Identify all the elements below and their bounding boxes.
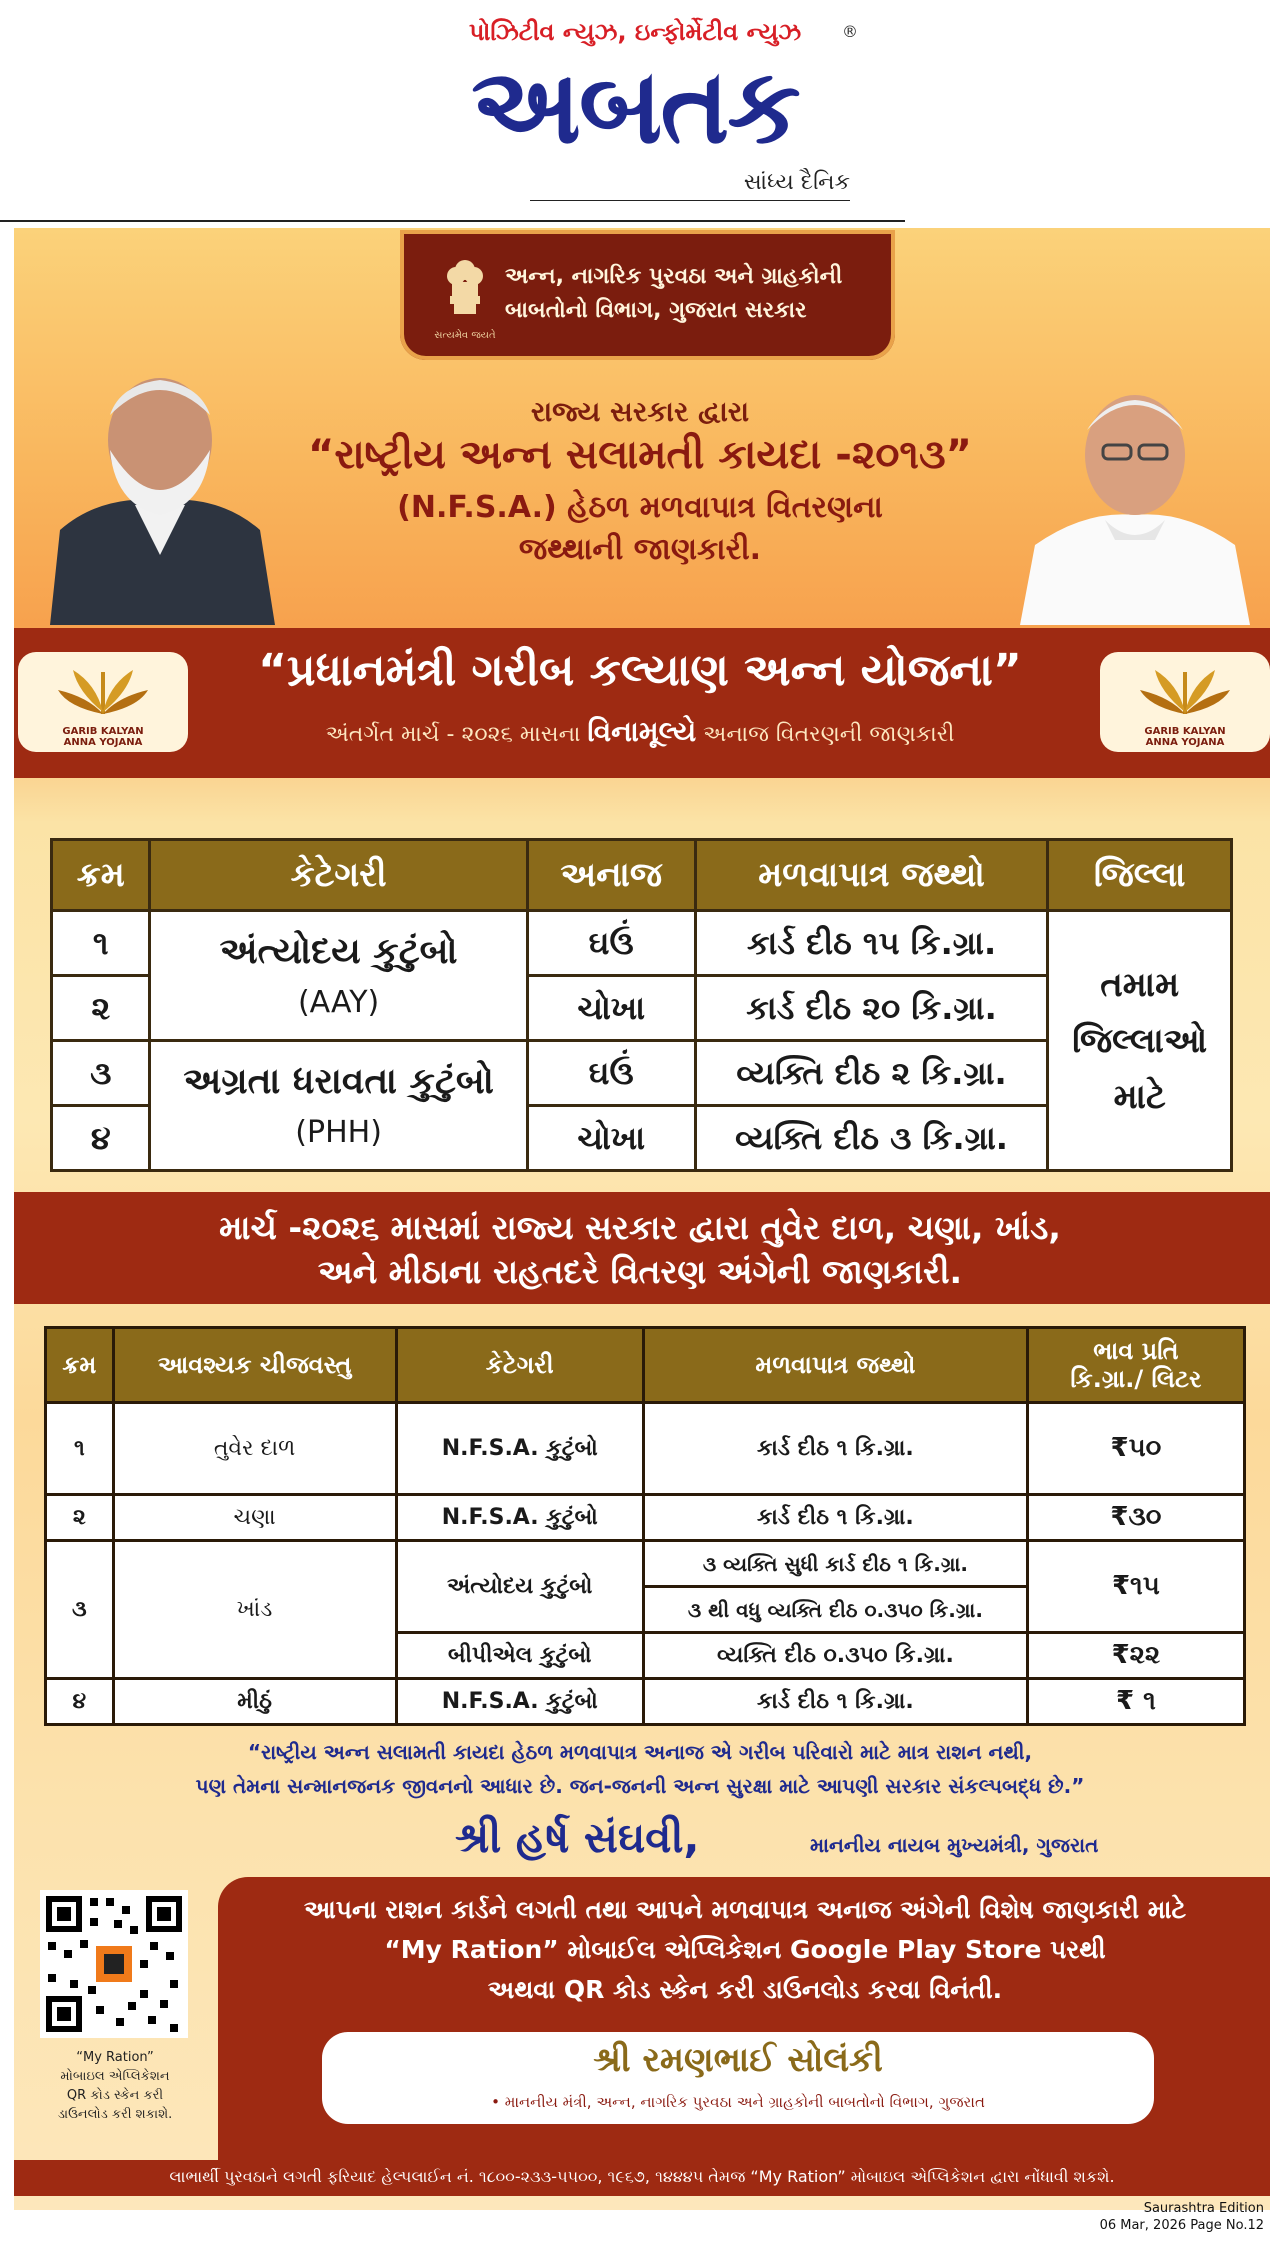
emblem-motto: સત્યમેવ જયતે <box>434 330 496 341</box>
row-price: ₹૨૨ <box>1027 1633 1244 1679</box>
row-category: બીપીએલ કુટુંબો <box>396 1633 643 1679</box>
scheme-subtitle <box>190 715 1090 749</box>
category-phh-code: (PHH) <box>295 1115 382 1150</box>
category-aay-label: અંત્યોદય કુટુંબો <box>219 931 458 972</box>
row-price: ₹ ૧ <box>1027 1679 1244 1725</box>
wheat-icon <box>1100 652 1270 722</box>
wheat-icon <box>18 652 188 722</box>
header-grain: અનાજ <box>527 840 695 911</box>
prime-minister-portrait <box>40 355 280 625</box>
department-name-line-1: અન્ન, નાગરિક પુરવઠા અને ગ્રાહકોની <box>505 264 843 289</box>
table-header-row <box>46 1328 1245 1403</box>
header-price <box>1027 1328 1244 1403</box>
category-aay-code: (AAY) <box>297 985 380 1020</box>
row-price: ₹૫૦ <box>1027 1403 1244 1495</box>
masthead-tagline: પોઝિટીવ ન્યુઝ, ઇન્ફોર્મેટીવ ન્યુઝ <box>468 18 802 46</box>
scheme-logo-caption: GARIB KALYAN <box>62 726 144 737</box>
row-item: તુવેર દાળ <box>113 1403 396 1495</box>
header-serial: ક્રમ <box>52 840 150 911</box>
row-serial: ૨ <box>52 976 150 1041</box>
header-price-line-2: કિ.ગ્રા./ લિટર <box>1070 1365 1202 1393</box>
table-row <box>46 1403 1245 1495</box>
row-grain: ચોખા <box>527 976 695 1041</box>
quote-line-1: “રાષ્ટ્રીય અન્ન સલામતી કાયદા હેઠળ મળવાપાત્ર અનાજ એ ગરીબ પરિવારો માટે માત્ર રાશન નથી, <box>247 1740 1033 1764</box>
header-category: કેટેગરી <box>396 1328 643 1403</box>
chief-minister-portrait <box>1015 380 1255 625</box>
district-line-3: માટે <box>1113 1076 1166 1117</box>
table-header-row <box>52 840 1232 911</box>
row-quantity: ૩ વ્યક્તિ સુધી કાર્ડ દીઠ ૧ કિ.ગ્રા. <box>643 1541 1027 1587</box>
row-grain: ચોખા <box>527 1106 695 1171</box>
header-quantity: મળવાપાત્ર જથ્થો <box>643 1328 1027 1403</box>
header-price-line-1: ભાવ પ્રતિ <box>1093 1337 1179 1365</box>
scheme-subtitle-pre: અંતર્ગત માર્ચ - ૨૦૨૬ માસના <box>325 722 588 747</box>
category-phh-label: અગ્રતા ધરાવતા કુટુંબો <box>183 1061 494 1102</box>
row-item: મીઠું <box>113 1679 396 1725</box>
scheme-logo-right <box>1100 652 1270 752</box>
rate-banner-line-1: માર્ચ -૨૦૨૬ માસમાં રાજ્ય સરકાર દ્વારા તુવેર દાળ, ચણા, ખાંડ, <box>219 1208 1061 1247</box>
scheme-logo-left <box>18 652 188 752</box>
row-serial: ૩ <box>46 1541 114 1679</box>
minister-name: શ્રી રમણભાઈ સોલંકી <box>593 2040 883 2080</box>
registered-mark: ® <box>842 22 858 41</box>
row-grain: ઘઉં <box>527 911 695 976</box>
subtitle-rule <box>530 200 850 201</box>
row-serial: ૩ <box>52 1041 150 1106</box>
row-serial: ૪ <box>52 1106 150 1171</box>
header-category: કેટેગરી <box>150 840 527 911</box>
signatory-name: શ્રી હર્ષ સંઘવી, <box>455 1813 700 1862</box>
hero-line-3: (N.F.S.A.) હેઠળ મળવાપાત્ર વિતરણના <box>397 490 883 525</box>
hero-line-4: જથ્થાની જાણકારી. <box>518 532 762 567</box>
minister-role: • માનનીય મંત્રી, અન્ન, નાગરિક પુરવઠા અને ગ્રાહકોની બાબતોનો વિભાગ, ગુજરાત <box>491 2093 985 2111</box>
row-grain: ઘઉં <box>527 1041 695 1106</box>
row-serial: ૧ <box>46 1403 114 1495</box>
row-quantity: કાર્ડ દીઠ ૧૫ કિ.ગ્રા. <box>695 911 1048 976</box>
scheme-title: “પ્રધાનમંત્રી ગરીબ કલ્યાણ અન્ન યોજના” <box>258 645 1022 696</box>
row-price: ₹૧૫ <box>1027 1541 1244 1633</box>
row-category: N.F.S.A. કુટુંબો <box>396 1495 643 1541</box>
row-category: N.F.S.A. કુટુંબો <box>396 1679 643 1725</box>
row-serial: ૧ <box>52 911 150 976</box>
table-row <box>46 1495 1245 1541</box>
category-phh <box>150 1041 527 1171</box>
qr-caption-line-2: મોબાઇલ એપ્લિકેશન <box>60 2069 170 2084</box>
app-info-line-3: અથવા QR કોડ સ્કેન કરી ડાઉનલોડ કરવા વિનંતી. <box>487 1975 1003 2004</box>
row-quantity: ૩ થી વધુ વ્યક્તિ દીઠ ૦.૩૫૦ કિ.ગ્રા. <box>643 1587 1027 1633</box>
row-quantity: કાર્ડ દીઠ ૧ કિ.ગ્રા. <box>643 1403 1027 1495</box>
district-line-2: જિલ્લાઓ <box>1072 1020 1208 1061</box>
district-cell <box>1048 911 1232 1171</box>
row-quantity: કાર્ડ દીઠ ૨૦ કિ.ગ્રા. <box>695 976 1048 1041</box>
qr-caption-line-3: QR કોડ સ્કેન કરી <box>66 2088 164 2103</box>
row-item: ખાંડ <box>113 1541 396 1679</box>
category-aay <box>150 911 527 1041</box>
masthead-subtitle: સાંધ્ય દૈનિક <box>743 170 850 195</box>
scheme-logo-caption-2: ANNA YOJANA <box>1145 737 1225 748</box>
helpline-text: લાભાર્થી પુરવઠાને લગતી ફરિયાદ હેલ્પલાઈન નં. ૧૮૦૦-૨૩૩-૫૫૦૦, ૧૯૬૭, ૧૪૪૪૫ તેમજ “My Ration” મોબાઇલ એપ્લિકેશન દ્વારા નોંધાવી શકશે. <box>169 2167 1115 2186</box>
rate-banner-line-2: અને મીઠાના રાહતદરે વિતરણ અંગેની જાણકારી. <box>317 1252 963 1291</box>
qr-caption-line-4: ડાઉનલોડ કરી શકાશે. <box>57 2107 173 2122</box>
scheme-logo-caption: GARIB KALYAN <box>1144 726 1226 737</box>
scheme-subtitle-post: અનાજ વિતરણની જાણકારી <box>696 722 955 747</box>
edition-name: Saurashtra Edition <box>1143 2201 1264 2216</box>
table-row <box>46 1679 1245 1725</box>
app-info-line-1: આપના રાશન કાર્ડને લગતી તથા આપને મળવાપાત્ર અનાજ અંગેની વિશેષ જાણકારી માટે <box>303 1895 1187 1924</box>
edition-date-page: 06 Mar, 2026 Page No.12 <box>1099 2218 1264 2233</box>
row-price: ₹૩૦ <box>1027 1495 1244 1541</box>
app-info-line-2: “My Ration” મોબાઈલ એપ્લિકેશન Google Play Store પરથી <box>384 1935 1106 1964</box>
district-line-1: તમામ <box>1100 964 1180 1005</box>
hero-title: “રાષ્ટ્રીય અન્ન સલામતી કાયદા -૨૦૧૩” <box>308 432 972 478</box>
header-serial: ક્રમ <box>46 1328 114 1403</box>
edition-info <box>1050 2200 1264 2234</box>
header-quantity: મળવાપાત્ર જથ્થો <box>695 840 1048 911</box>
signatory-role: માનનીય નાયબ મુખ્યમંત્રી, ગુજરાત <box>810 1833 1099 1857</box>
row-quantity: વ્યક્તિ દીઠ ૩ કિ.ગ્રા. <box>695 1106 1048 1171</box>
row-serial: ૪ <box>46 1679 114 1725</box>
scheme-logo-caption-2: ANNA YOJANA <box>63 737 143 748</box>
header-item: આવશ્યક ચીજવસ્તુ <box>113 1328 396 1403</box>
masthead-logo: અબતક <box>471 45 799 167</box>
qr-caption-line-1: “My Ration” <box>76 2050 154 2065</box>
quote-line-2: પણ તેમના સન્માનજનક જીવનનો આધાર છે. જન-જનની અન્ન સુરક્ષા માટે આપણી સરકાર સંકલ્પબદ્ધ છે.” <box>195 1774 1085 1798</box>
row-serial: ૨ <box>46 1495 114 1541</box>
hero-intro: રાજ્ય સરકાર દ્વારા <box>530 395 750 428</box>
table-row <box>52 911 1232 976</box>
free-grain-table <box>50 838 1233 1172</box>
row-quantity: કાર્ડ દીઠ ૧ કિ.ગ્રા. <box>643 1495 1027 1541</box>
header-district: જિલ્લા <box>1048 840 1232 911</box>
row-item: ચણા <box>113 1495 396 1541</box>
row-category: અંત્યોદય કુટુંબો <box>396 1541 643 1633</box>
header-divider <box>0 220 905 222</box>
qr-code-icon[interactable] <box>40 1890 188 2038</box>
row-quantity: વ્યક્તિ દીઠ ૦.૩૫૦ કિ.ગ્રા. <box>643 1633 1027 1679</box>
scheme-subtitle-bold: વિનામૂલ્યે <box>587 715 697 748</box>
row-category: N.F.S.A. કુટુંબો <box>396 1403 643 1495</box>
qr-caption <box>30 2048 200 2124</box>
row-quantity: વ્યક્તિ દીઠ ૨ કિ.ગ્રા. <box>695 1041 1048 1106</box>
table-row <box>46 1541 1245 1587</box>
state-emblem-icon <box>440 250 490 320</box>
row-quantity: કાર્ડ દીઠ ૧ કિ.ગ્રા. <box>643 1679 1027 1725</box>
subsidised-items-table <box>44 1326 1246 1726</box>
department-name-line-2: બાબતોનો વિભાગ, ગુજરાત સરકાર <box>505 298 807 323</box>
